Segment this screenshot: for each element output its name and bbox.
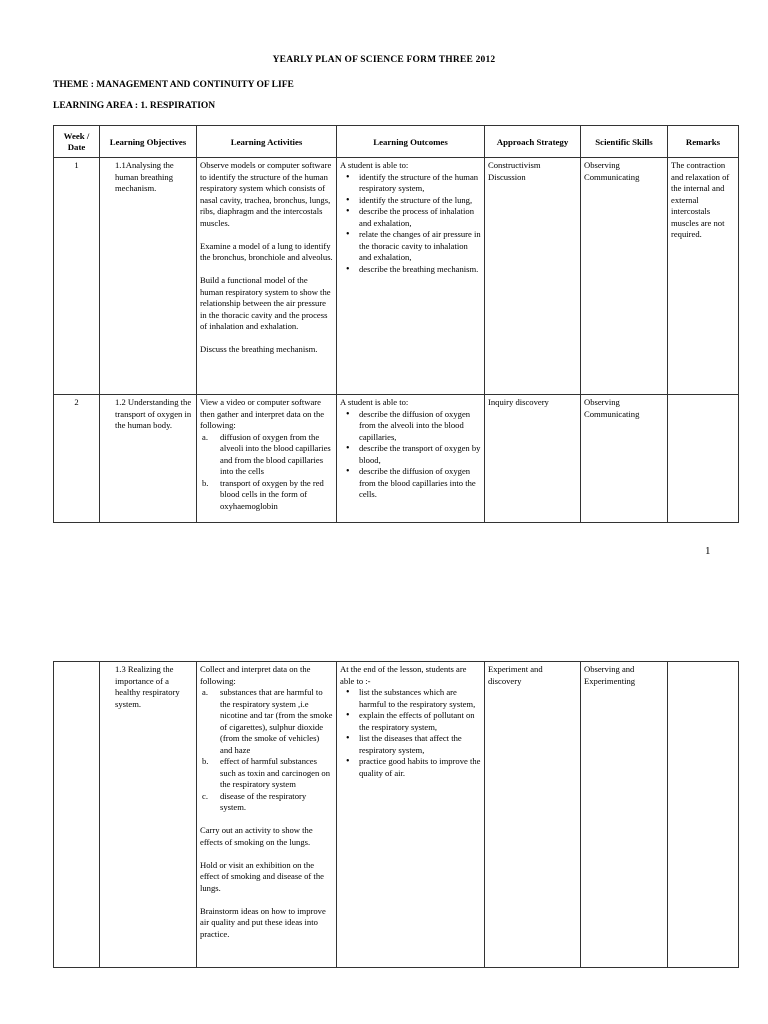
activities-cell [197, 158, 337, 395]
table-row [54, 158, 739, 395]
activities-cell [197, 395, 337, 523]
activity-paragraph: Observe models or computer software to identify the structure of the human respiratory system which consists of nasal cavity, trachea, bronchus, lungs, ribs, diaphragm and the intercostals muscles. [200, 160, 332, 228]
skill-item: Observing [584, 397, 620, 407]
header-remarks: Remarks [668, 126, 739, 158]
list-item: • practice good habits to improve the quality of air. [359, 756, 481, 779]
list-item: • describe the diffusion of oxygen from the blood capillaries into the cells. [359, 466, 481, 501]
header-learning-outcomes: Learning Outcomes [337, 126, 485, 158]
objective-cell [100, 158, 197, 395]
activities-list [200, 432, 333, 513]
list-item: • explain the effects of pollutant on the respiratory system, [359, 710, 481, 733]
skill-item: Observing and Experimenting [584, 664, 636, 686]
outcomes-cell [337, 158, 485, 395]
skills-cell [581, 158, 668, 395]
skill-item: Communicating [584, 171, 640, 182]
skill-item: Observing [584, 160, 620, 170]
week-cell: 1 [54, 158, 100, 395]
list-item: • relate the changes of air pressure in the thoracic cavity to inhalation and exhalation, [359, 229, 481, 264]
list-item: b. transport of oxygen by the red blood cells in the form of oxyhaemoglobin [220, 478, 333, 513]
document-title: YEARLY PLAN OF SCIENCE FORM THREE 2012 [272, 55, 496, 65]
activities-intro: Collect and interpret data on the following: [200, 664, 311, 686]
outcomes-intro: At the end of the lesson, students are able to :- [340, 664, 467, 686]
header-learning-objectives: Learning Objectives [100, 126, 197, 158]
outcomes-intro: A student is able to: [340, 397, 409, 407]
approach-cell [485, 158, 581, 395]
outcomes-list [340, 409, 481, 501]
activity-paragraph: Hold or visit an exhibition on the effect of smoking and disease of the lungs. [200, 859, 324, 893]
header-week-date: Week / Date [54, 126, 100, 158]
skills-cell [581, 662, 668, 968]
list-item: • describe the process of inhalation and exhalation, [359, 206, 481, 229]
page-number: 1 [705, 545, 711, 557]
objective-cell [100, 395, 197, 523]
outcomes-intro: A student is able to: [340, 160, 409, 170]
list-item: • describe the breathing mechanism. [359, 264, 481, 276]
list-item: • describe the diffusion of oxygen from the alveoli into the blood capillaries, [359, 409, 481, 444]
skill-item: Communicating [584, 408, 640, 419]
approach-item: Experiment and discovery [488, 664, 543, 686]
activity-paragraph: Build a functional model of the human respiratory system to show the relationship between the air pressure in the thoracic cavity and the process of inhalation and exhalation. [200, 275, 331, 331]
outcomes-cell [337, 662, 485, 968]
week-cell [54, 662, 100, 968]
objective-text: 1.3 Realizing the importance of a healthy respiratory system. [115, 664, 180, 709]
activity-paragraph: Carry out an activity to show the effects of smoking on the lungs. [200, 825, 313, 847]
list-item: c. disease of the respiratory system. [220, 791, 333, 814]
skills-cell [581, 395, 668, 523]
week-cell: 2 [54, 395, 100, 523]
table-header-row [54, 126, 739, 158]
list-item: • list the substances which are harmful to the respiratory system, [359, 687, 481, 710]
remarks-cell [668, 158, 739, 395]
approach-item: Constructivism [488, 160, 541, 170]
yearly-plan-table-page-2 [53, 661, 739, 968]
activity-paragraph: Discuss the breathing mechanism. [200, 344, 318, 354]
objective-text: 1.1Analysing the human breathing mechanism. [115, 160, 174, 193]
approach-item: Inquiry discovery [488, 397, 549, 407]
approach-item: Discussion [488, 171, 526, 182]
theme-line: THEME : MANAGEMENT AND CONTINUITY OF LIFE [53, 80, 294, 90]
outcomes-cell [337, 395, 485, 523]
header-approach-strategy: Approach Strategy [485, 126, 581, 158]
activity-paragraph: Examine a model of a lung to identify the bronchus, bronchiole and alveolus. [200, 240, 333, 262]
list-item: b. effect of harmful substances such as toxin and carcinogen on the respiratory system [220, 756, 333, 791]
list-item: a. substances that are harmful to the respiratory system ,i.e nicotine and tar (from the smoke of cigarettes), sulphur dioxide (from the smoke of vehicles) and haze [220, 687, 333, 756]
list-item: • list the diseases that affect the respiratory system, [359, 733, 481, 756]
approach-cell [485, 395, 581, 523]
activity-paragraph: Brainstorm ideas on how to improve air quality and put these ideas into practice. [200, 905, 326, 939]
approach-cell [485, 662, 581, 968]
header-learning-activities: Learning Activities [197, 126, 337, 158]
learning-area-line: LEARNING AREA : 1. RESPIRATION [53, 101, 216, 111]
remarks-cell [668, 662, 739, 968]
list-item: • identify the structure of the lung, [359, 195, 481, 207]
list-item: • identify the structure of the human respiratory system, [359, 172, 481, 195]
objective-cell [100, 662, 197, 968]
list-item: a. diffusion of oxygen from the alveoli into the blood capillaries and from the blood capillaries into the cells [220, 432, 333, 478]
yearly-plan-table-page-1 [53, 125, 739, 523]
remarks-cell [668, 395, 739, 523]
activities-cell [197, 662, 337, 968]
activities-list [200, 687, 333, 814]
outcomes-list [340, 687, 481, 779]
outcomes-list [340, 172, 481, 276]
remarks-text: The contraction and relaxation of the internal and external intercostals muscles are not required. [671, 160, 730, 239]
table-row [54, 395, 739, 523]
objective-text: 1.2 Understanding the transport of oxygen in the human body. [115, 397, 192, 430]
header-scientific-skills: Scientific Skills [581, 126, 668, 158]
table-row [54, 662, 739, 968]
list-item: • describe the transport of oxygen by blood, [359, 443, 481, 466]
activities-intro: View a video or computer software then gather and interpret data on the following: [200, 397, 325, 430]
